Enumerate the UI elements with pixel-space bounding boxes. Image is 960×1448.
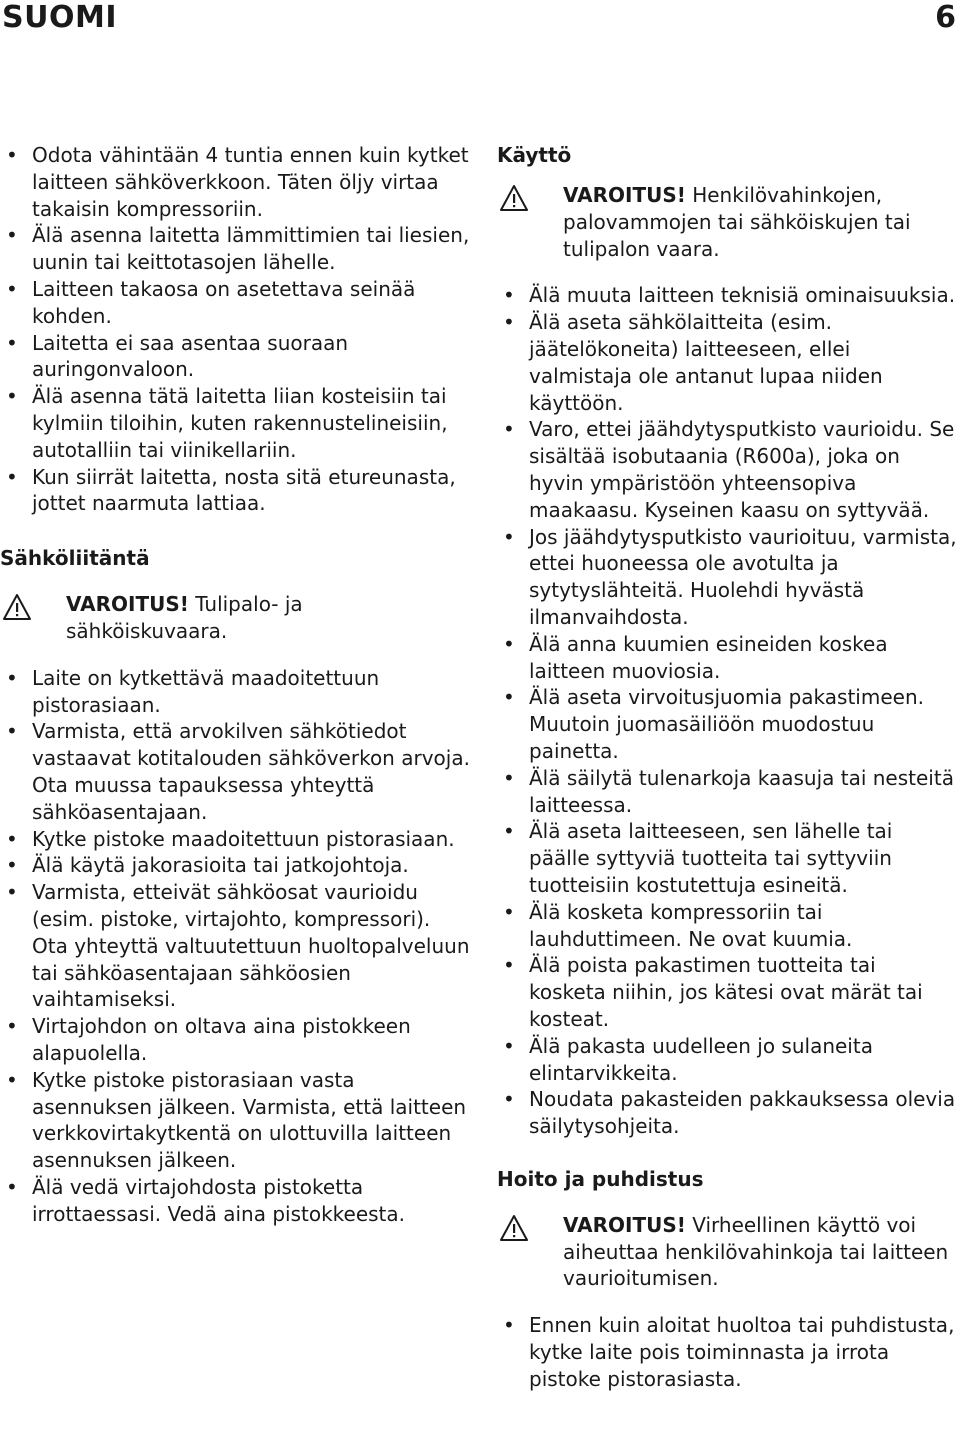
installation-list bbox=[0, 142, 470, 517]
list-item: • Ennen kuin aloitat huoltoa tai puhdistusta, kytke laite pois toiminnasta ja irrota pistoke pistorasiasta. bbox=[497, 1312, 957, 1392]
list-item: • Älä anna kuumien esineiden koskea laitteen muoviosia. bbox=[497, 631, 957, 685]
page-number: 6 bbox=[935, 0, 956, 35]
section-heading-electrical: Sähköliitäntä bbox=[0, 546, 150, 571]
section-heading-care: Hoito ja puhdistus bbox=[497, 1166, 704, 1191]
list-item: • Älä aseta virvoitusjuomia pakastimeen. Muutoin juomasäiliöön muodostuu painetta. bbox=[497, 684, 957, 764]
electrical-list bbox=[0, 665, 470, 1228]
warning-icon bbox=[2, 593, 32, 621]
list-item: • Älä aseta laitteeseen, sen lähelle tai päälle syttyviä tuotteita tai syttyviin tuotteisiin kostutettuja esineitä. bbox=[497, 818, 957, 898]
list-item: • Jos jäähdytysputkisto vaurioituu, varmista, ettei huoneessa ole avotulta ja sytytyslähteitä. Huolehdi hyvästä ilmanvaihdosta. bbox=[497, 524, 957, 631]
warning-icon bbox=[499, 1214, 529, 1242]
list-item: • Älä asenna tätä laitetta liian kosteisiin tai kylmiin tiloihin, kuten rakennustelineisiin, autotalliin tai viinikellariin. bbox=[0, 383, 470, 463]
list-item: • Laite on kytkettävä maadoitettuun pistorasiaan. bbox=[0, 665, 470, 719]
list-item: • Älä vedä virtajohdosta pistoketta irrottaessasi. Vedä aina pistokkeesta. bbox=[0, 1174, 470, 1228]
section-heading-usage: Käyttö bbox=[497, 143, 572, 167]
list-item: • Älä säilytä tulenarkoja kaasuja tai nesteitä laitteessa. bbox=[497, 765, 957, 819]
list-item: • Noudata pakasteiden pakkauksessa olevia säilytysohjeita. bbox=[497, 1086, 957, 1140]
list-item: • Odota vähintään 4 tuntia ennen kuin kytket laitteen sähköverkkoon. Täten öljy virtaa takaisin kompressoriin. bbox=[0, 142, 470, 222]
list-item: • Virtajohdon on oltava aina pistokkeen alapuolella. bbox=[0, 1013, 470, 1067]
list-item: • Älä käytä jakorasioita tai jatkojohtoja. bbox=[0, 852, 470, 879]
list-item: • Älä aseta sähkölaitteita (esim. jäätelökoneita) laitteeseen, ellei valmistaja ole antanut lupaa niiden käyttöön. bbox=[497, 309, 957, 416]
list-item: • Älä kosketa kompressoriin tai lauhduttimeen. Ne ovat kuumia. bbox=[497, 899, 957, 953]
care-list bbox=[497, 1312, 957, 1392]
warning-block bbox=[497, 182, 957, 262]
warning-label: VAROITUS! bbox=[66, 592, 189, 617]
warning-block bbox=[0, 591, 470, 645]
usage-list bbox=[497, 282, 957, 1140]
list-item: • Varmista, etteivät sähköosat vaurioidu (esim. pistoke, virtajohto, kompressori). Ota yhteyttä valtuutettuun huoltopalveluun tai sähköasentajaan sähköosien vaihtamiseksi. bbox=[0, 879, 470, 1013]
language-title: SUOMI bbox=[2, 0, 117, 35]
list-item: • Kytke pistoke pistorasiaan vasta asennuksen jälkeen. Varmista, että laitteen verkkovirtakytkentä on ulottuvilla laitteen asennuksen jälkeen. bbox=[0, 1067, 470, 1174]
list-item: • Älä asenna laitetta lämmittimien tai liesien, uunin tai keittotasojen lähelle. bbox=[0, 222, 470, 276]
list-item: • Laitetta ei saa asentaa suoraan auringonvaloon. bbox=[0, 330, 470, 384]
list-item: • Älä muuta laitteen teknisiä ominaisuuksia. bbox=[497, 282, 957, 309]
warning-text: Tulipalo- ja sähköiskuvaara. bbox=[66, 592, 303, 643]
warning-icon bbox=[499, 184, 529, 212]
list-item: • Kun siirrät laitetta, nosta sitä etureunasta, jottet naarmuta lattiaa. bbox=[0, 464, 470, 518]
list-item: • Laitteen takaosa on asetettava seinää kohden. bbox=[0, 276, 470, 330]
left-column bbox=[0, 142, 470, 1227]
list-item: • Varmista, että arvokilven sähkötiedot vastaavat kotitalouden sähköverkon arvoja. Ota muussa tapauksessa yhteyttä sähköasentajaan. bbox=[0, 718, 470, 825]
list-item: • Varo, ettei jäähdytysputkisto vaurioidu. Se sisältää isobutaania (R600a), joka on hyvin ympäristöön yhteensopiva maakaasu. Kyseinen kaasu on syttyvää. bbox=[497, 416, 957, 523]
warning-block bbox=[497, 1212, 957, 1292]
warning-text: Henkilövahinkojen, palovammojen tai sähköiskujen tai tulipalon vaara. bbox=[563, 183, 911, 261]
warning-text: Virheellinen käyttö voi aiheuttaa henkilövahinkoja tai laitteen vaurioitumisen. bbox=[563, 1212, 949, 1291]
warning-label: VAROITUS! bbox=[563, 1212, 686, 1237]
list-item: • Kytke pistoke maadoitettuun pistorasiaan. bbox=[0, 826, 470, 853]
right-column bbox=[497, 142, 957, 1393]
list-item: • Älä pakasta uudelleen jo sulaneita elintarvikkeita. bbox=[497, 1033, 957, 1087]
list-item: • Älä poista pakastimen tuotteita tai kosketa niihin, jos kätesi ovat märät tai kosteat. bbox=[497, 952, 957, 1032]
page-header bbox=[0, 0, 960, 36]
warning-label: VAROITUS! bbox=[563, 183, 686, 207]
